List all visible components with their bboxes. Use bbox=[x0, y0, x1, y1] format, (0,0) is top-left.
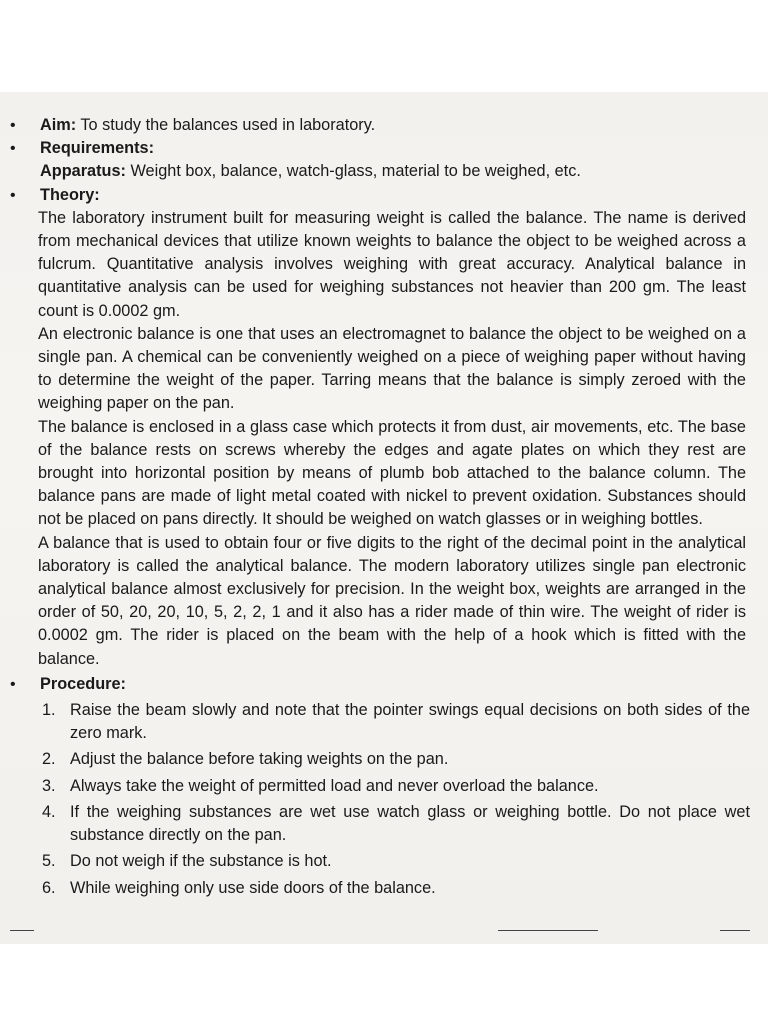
step-text: Raise the beam slowly and note that the pointer swings equal decisions on both sides of the zero mark. bbox=[70, 701, 750, 743]
step-text: Always take the weight of permitted load and never overload the balance. bbox=[70, 776, 599, 795]
step-number: 4. bbox=[42, 802, 56, 821]
footer-rule bbox=[10, 930, 34, 931]
step-text: If the weighing substances are wet use watch glass or weighing bottle. Do not place wet substance directly on the pan. bbox=[70, 802, 750, 845]
procedure-steps bbox=[0, 699, 768, 900]
aim-label: Aim: bbox=[40, 116, 77, 134]
theory-paragraph: The balance is enclosed in a glass case which protects it from dust, air movements, etc. The base of the balance rests on screws whereby the edges and agate plates on which they rest are brought into horizontal position by means of plumb bob attached to the balance column. The balance pans are made of light metal coated with nickel to prevent oxidation. Substances should not be placed on pans directly. It should be weighed on watch glasses or in weighing bottles. bbox=[38, 417, 746, 529]
procedure-step bbox=[0, 775, 768, 798]
step-text: Adjust the balance before taking weights on the pan. bbox=[70, 750, 449, 769]
apparatus-label: Apparatus: bbox=[40, 162, 126, 181]
procedure-step bbox=[0, 877, 768, 900]
step-number: 6. bbox=[42, 878, 56, 897]
document-content bbox=[0, 114, 768, 900]
theory-label: Theory: bbox=[40, 185, 100, 204]
theory-paragraph: An electronic balance is one that uses an electromagnet to balance the object to be weighed on a single pan. A chemical can be conveniently weighed on a piece of weighing paper without having to determine the weight of the paper. Tarring means that the balance is simply zeroed with the weighing paper on the pan. bbox=[38, 324, 746, 413]
requirements-line bbox=[0, 137, 768, 160]
procedure-step bbox=[0, 850, 768, 873]
step-number: 3. bbox=[42, 776, 56, 795]
procedure-step bbox=[0, 699, 768, 745]
procedure-step bbox=[0, 801, 768, 847]
footer-rule bbox=[720, 930, 750, 931]
procedure-heading bbox=[0, 673, 768, 696]
step-number: 5. bbox=[42, 852, 56, 871]
theory-paragraph: A balance that is used to obtain four or five digits to the right of the decimal point in the analytical laboratory is called the analytical balance. The modern laboratory utilizes single pan electronic analytical balance almost exclusively for precision. In the weight box, weights are arranged in the order of 50, 20, 20, 10, 5, 2, 2, 1 and it also has a rider made of thin wire. The weight of rider is 0.0002 gm. The rider is placed on the beam with the help of a hook which is fitted with the balance. bbox=[38, 533, 746, 668]
bullet-icon: • bbox=[10, 117, 16, 134]
requirements-label: Requirements: bbox=[40, 139, 154, 158]
apparatus-text: Weight box, balance, watch-glass, material to be weighed, etc. bbox=[125, 162, 581, 181]
bullet-icon: • bbox=[10, 140, 16, 158]
bullet-icon: • bbox=[10, 186, 16, 204]
bullet-icon: • bbox=[10, 675, 16, 693]
procedure-step bbox=[0, 748, 768, 771]
step-number: 2. bbox=[42, 750, 56, 769]
theory-heading bbox=[0, 184, 768, 207]
procedure-label: Procedure: bbox=[40, 674, 126, 693]
aim-line bbox=[0, 114, 768, 137]
step-number: 1. bbox=[42, 701, 56, 720]
step-text: While weighing only use side doors of the balance. bbox=[70, 878, 436, 897]
footer-rule bbox=[498, 930, 598, 931]
step-text: Do not weigh if the substance is hot. bbox=[70, 852, 332, 871]
apparatus-line bbox=[0, 160, 768, 183]
aim-text: To study the balances used in laboratory. bbox=[76, 116, 376, 134]
theory-paragraph: The laboratory instrument built for measuring weight is called the balance. The name is derived from mechanical devices that utilize known weights to balance the object to be weighed across a fulcrum. Quantitative analysis involves weighing with great accuracy. Analytical balance in quantitative analysis can be used for weighing substances not heavier than 200 gm. The least count is 0.0002 gm. bbox=[38, 208, 746, 320]
document-page bbox=[0, 92, 768, 944]
